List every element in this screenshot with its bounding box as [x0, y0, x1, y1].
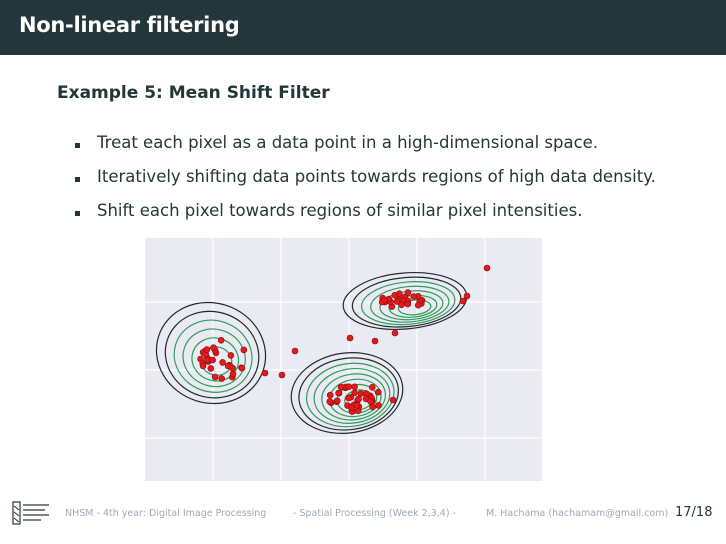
footer-course: NHSM - 4th year: Digital Image Processing [65, 508, 267, 519]
data-point [382, 297, 388, 303]
bullet-item: Iteratively shifting data points towards regions of high data density. [75, 167, 656, 201]
page-number: 17/18 [675, 505, 713, 520]
data-point [218, 337, 224, 343]
data-point [352, 384, 358, 390]
data-point [262, 370, 268, 376]
data-point [392, 330, 398, 336]
data-point [375, 389, 381, 395]
data-point [204, 347, 210, 353]
data-point [484, 265, 490, 271]
data-point [220, 359, 226, 365]
data-point [241, 347, 247, 353]
example-heading: Example 5: Mean Shift Filter [57, 83, 330, 103]
data-point [211, 345, 217, 351]
data-point [415, 302, 421, 308]
data-point [392, 292, 398, 298]
slide-title: Non-linear filtering [19, 13, 240, 37]
institution-logo [12, 500, 52, 528]
data-point [411, 294, 417, 300]
data-point [369, 384, 375, 390]
bullet-item: Shift each pixel towards regions of similar pixel intensities. [75, 201, 656, 235]
bullet-list [75, 133, 656, 235]
data-point [212, 374, 218, 380]
data-point [334, 398, 340, 404]
bullet-item: Treat each pixel as a data point in a high-dimensional space. [75, 133, 656, 167]
data-point [390, 397, 396, 403]
data-point [372, 338, 378, 344]
data-point [405, 301, 411, 307]
data-point [327, 392, 333, 398]
data-point [464, 293, 470, 299]
data-point [225, 363, 231, 369]
data-point [348, 405, 354, 411]
data-point [370, 404, 376, 410]
data-point [327, 399, 333, 405]
data-point [405, 290, 411, 296]
footer-author: M. Hachama (hachamam@gmail.com) [486, 508, 669, 519]
data-point [460, 298, 466, 304]
data-point [346, 395, 352, 401]
data-point [367, 398, 373, 404]
data-point [347, 335, 353, 341]
data-point [376, 402, 382, 408]
data-point [200, 363, 206, 369]
data-point [210, 357, 216, 363]
data-point [356, 396, 362, 402]
data-point [358, 391, 364, 397]
data-point [239, 365, 245, 371]
data-point [228, 352, 234, 358]
data-point [230, 371, 236, 377]
data-point [208, 365, 214, 371]
mean-shift-density-plot [145, 238, 542, 481]
data-point [346, 384, 352, 390]
title-bar [0, 0, 726, 55]
data-point [399, 302, 405, 308]
footer-section: - Spatial Processing (Week 2,3,4) - [293, 508, 457, 519]
data-point [336, 390, 342, 396]
data-point [279, 372, 285, 378]
data-point [354, 403, 360, 409]
data-point [292, 348, 298, 354]
data-point [219, 376, 225, 382]
data-point [338, 384, 344, 390]
